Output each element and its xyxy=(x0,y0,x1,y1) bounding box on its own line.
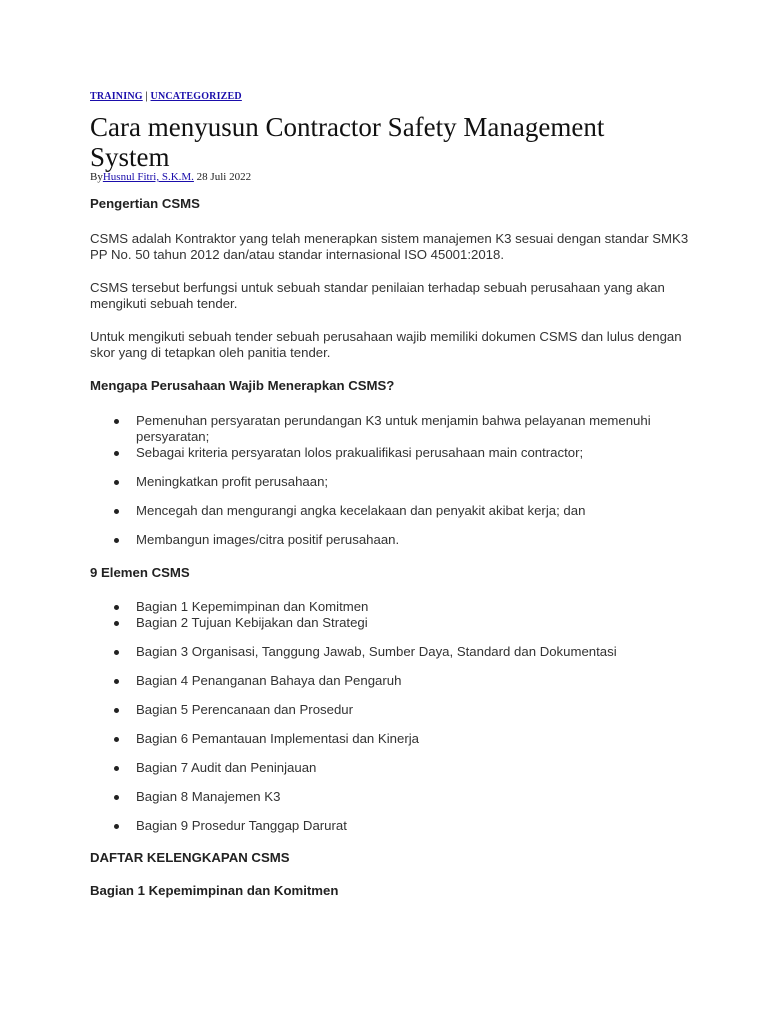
post-date: 28 Juli 2022 xyxy=(196,171,252,183)
paragraph-definition: CSMS adalah Kontraktor yang telah menerapkan sistem manajemen K3 sesuai dengan standar SMK3 PP No. 50 tahun 2012 dan/atau standar internasional ISO 45001:2018. xyxy=(90,231,689,262)
list-item: Bagian 2 Tujuan Kebijakan dan Strategi xyxy=(90,615,690,631)
byline xyxy=(90,171,251,183)
list-item: Mencegah dan mengurangi angka kecelakaan dan penyakit akibat kerja; dan xyxy=(90,503,690,519)
list-item: Bagian 1 Kepemimpinan dan Komitmen xyxy=(90,599,690,615)
heading-daftar: DAFTAR KELENGKAPAN CSMS xyxy=(90,850,290,865)
list-item: Sebagai kriteria persyaratan lolos prakualifikasi perusahaan main contractor; xyxy=(90,445,690,461)
author-link[interactable]: Husnul Fitri, S.K.M. xyxy=(102,171,194,183)
category-link-training[interactable]: TRAINING xyxy=(90,91,143,102)
heading-pengertian: Pengertian CSMS xyxy=(90,196,200,211)
list-item: Membangun images/citra positif perusahaan. xyxy=(90,532,690,548)
list-item: Meningkatkan profit perusahaan; xyxy=(90,474,690,490)
article-title: Cara menyusun Contractor Safety Management System xyxy=(90,112,605,172)
list-mengapa xyxy=(90,413,690,548)
list-item: Bagian 3 Organisasi, Tanggung Jawab, Sumber Daya, Standard dan Dokumentasi xyxy=(90,644,690,660)
heading-mengapa: Mengapa Perusahaan Wajib Menerapkan CSMS? xyxy=(90,378,395,393)
category-links xyxy=(90,91,242,102)
list-item: Bagian 8 Manajemen K3 xyxy=(90,789,690,805)
category-link-uncategorized[interactable]: UNCATEGORIZED xyxy=(150,91,242,102)
heading-bagian-1: Bagian 1 Kepemimpinan dan Komitmen xyxy=(90,883,339,898)
category-separator: | xyxy=(142,91,151,102)
list-item: Bagian 5 Perencanaan dan Prosedur xyxy=(90,702,690,718)
byline-prefix: By xyxy=(90,171,103,183)
list-item: Bagian 6 Pemantauan Implementasi dan Kinerja xyxy=(90,731,690,747)
list-item: Bagian 7 Audit dan Peninjauan xyxy=(90,760,690,776)
heading-elemen: 9 Elemen CSMS xyxy=(90,565,190,580)
list-item: Bagian 9 Prosedur Tanggap Darurat xyxy=(90,818,690,834)
paragraph-tender: Untuk mengikuti sebuah tender sebuah perusahaan wajib memiliki dokumen CSMS dan lulus dengan skor yang di tetapkan oleh panitia tender. xyxy=(90,329,682,360)
list-elemen xyxy=(90,599,690,834)
paragraph-function: CSMS tersebut berfungsi untuk sebuah standar penilaian terhadap sebuah perusahaan yang akan mengikuti sebuah tender. xyxy=(90,280,665,311)
list-item: Bagian 4 Penanganan Bahaya dan Pengaruh xyxy=(90,673,690,689)
list-item: Pemenuhan persyaratan perundangan K3 untuk menjamin bahwa pelayanan memenuhi persyaratan; xyxy=(90,413,690,445)
